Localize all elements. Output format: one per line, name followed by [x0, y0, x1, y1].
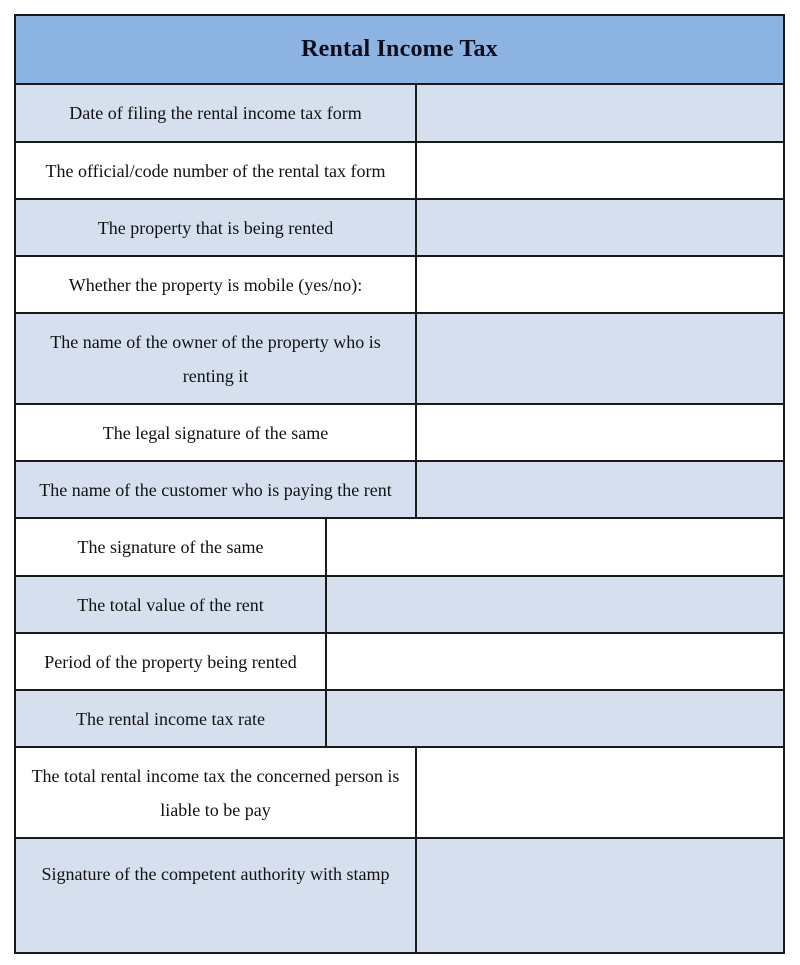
total-rent-value-field[interactable] — [327, 577, 783, 632]
total-tax-liable-field[interactable] — [417, 748, 783, 837]
form-row-tax-rate — [16, 691, 783, 748]
form-row-customer-name — [16, 462, 783, 519]
field-label: The name of the owner of the property who is renting it — [16, 314, 417, 403]
form-row-owner-signature — [16, 405, 783, 462]
customer-name-field[interactable] — [417, 462, 783, 517]
field-label: Date of filing the rental income tax form — [16, 85, 417, 141]
tax-rate-field[interactable] — [327, 691, 783, 746]
field-label: The official/code number of the rental tax form — [16, 143, 417, 198]
form-row-official-code-number — [16, 143, 783, 200]
form-row-total-tax-liable — [16, 748, 783, 839]
form-row-property-mobile — [16, 257, 783, 314]
rental-income-tax-form — [14, 14, 785, 954]
form-row-property-rented — [16, 200, 783, 257]
rental-period-field[interactable] — [327, 634, 783, 689]
form-row-customer-signature — [16, 519, 783, 577]
field-label: The legal signature of the same — [16, 405, 417, 460]
owner-signature-field[interactable] — [417, 405, 783, 460]
date-of-filing-field[interactable] — [417, 85, 783, 141]
field-label: Signature of the competent authority with stamp — [16, 839, 417, 952]
field-label: The signature of the same — [16, 519, 327, 575]
owner-name-field[interactable] — [417, 314, 783, 403]
field-label: The name of the customer who is paying the rent — [16, 462, 417, 517]
field-label: Whether the property is mobile (yes/no): — [16, 257, 417, 312]
form-row-owner-name — [16, 314, 783, 405]
form-row-date-of-filing — [16, 85, 783, 143]
official-code-number-field[interactable] — [417, 143, 783, 198]
customer-signature-field[interactable] — [327, 519, 783, 575]
field-label: The rental income tax rate — [16, 691, 327, 746]
field-label: The total rental income tax the concerned person is liable to be pay — [16, 748, 417, 837]
property-rented-field[interactable] — [417, 200, 783, 255]
form-header — [16, 16, 783, 85]
field-label: The total value of the rent — [16, 577, 327, 632]
form-row-rental-period — [16, 634, 783, 691]
property-mobile-field[interactable] — [417, 257, 783, 312]
form-row-total-rent-value — [16, 577, 783, 634]
form-row-authority-signature — [16, 839, 783, 952]
field-label: Period of the property being rented — [16, 634, 327, 689]
field-label: The property that is being rented — [16, 200, 417, 255]
form-title: Rental Income Tax — [301, 36, 498, 62]
authority-signature-stamp-field[interactable] — [417, 839, 783, 952]
